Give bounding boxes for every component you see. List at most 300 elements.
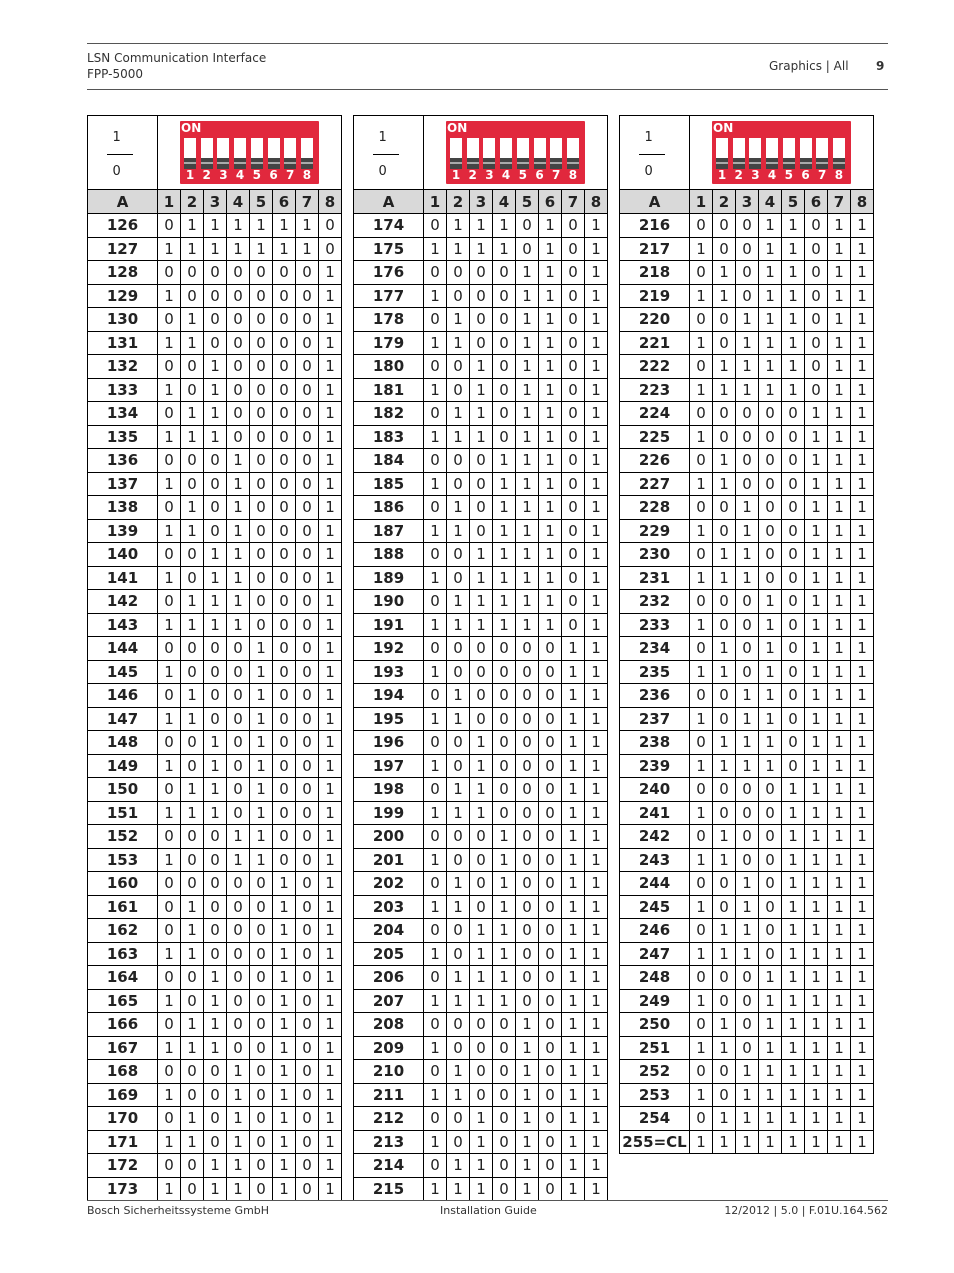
switch-value-cell: 0 [690,1107,713,1131]
address-cell: 215 [354,1177,424,1201]
switch-value-cell: 1 [562,848,585,872]
switch-value-cell: 1 [447,519,470,543]
switch-value-cell: 1 [250,237,273,261]
switch-value-cell: 0 [181,989,204,1013]
switch-value-cell: 1 [828,942,851,966]
switch-value-cell: 1 [713,754,736,778]
switch-value-cell: 1 [782,1013,805,1037]
switch-lever-2 [201,138,213,169]
dip-switch-icon [180,121,319,184]
switch-value-cell: 0 [447,754,470,778]
switch-value-cell: 1 [516,1060,539,1084]
switch-value-cell: 1 [851,1013,874,1037]
switch-value-cell: 1 [805,872,828,896]
footer-company: Bosch Sicherheitssysteme GmbH [87,1204,270,1217]
switch-value-cell: 0 [493,284,516,308]
switch-number-4: 4 [767,168,777,182]
footer-version: 12/2012 | 5.0 | F.01U.164.562 [724,1204,888,1217]
switch-value-cell: 0 [713,519,736,543]
switch-value-cell: 1 [516,449,539,473]
switch-value-cell: 0 [470,472,493,496]
table-row [88,1130,342,1154]
switch-value-cell: 1 [713,378,736,402]
switch-value-cell: 0 [562,449,585,473]
address-cell: 188 [354,543,424,567]
switch-value-cell: 1 [782,284,805,308]
address-cell: 160 [88,872,158,896]
switch-value-cell: 0 [424,261,447,285]
address-cell: 253 [620,1083,690,1107]
switch-value-cell: 1 [828,355,851,379]
table-row [620,284,874,308]
switch-value-cell: 1 [319,1083,342,1107]
switch-value-cell: 0 [713,496,736,520]
switch-value-cell: 1 [204,378,227,402]
switch-value-cell: 1 [851,637,874,661]
dip-switch-icon [712,121,851,184]
address-cell: 205 [354,942,424,966]
switch-value-cell: 0 [516,660,539,684]
switch-value-cell: 1 [736,543,759,567]
table-row [354,331,608,355]
switch-value-cell: 1 [828,684,851,708]
switch-value-cell: 1 [158,754,181,778]
switch-value-cell: 1 [585,848,608,872]
switch-value-cell: 1 [204,566,227,590]
switch-value-cell: 0 [562,355,585,379]
switch-value-cell: 0 [204,1060,227,1084]
switch-value-cell: 0 [493,402,516,426]
table-row [620,1130,874,1154]
address-cell: 237 [620,707,690,731]
doc-model: FPP-5000 [87,67,143,81]
switch-value-cell: 1 [805,778,828,802]
address-cell: 233 [620,613,690,637]
switch-value-cell: 1 [516,613,539,637]
address-cell: 227 [620,472,690,496]
switch-value-cell: 1 [782,1036,805,1060]
switch-value-cell: 0 [805,261,828,285]
switch-value-cell: 1 [828,1060,851,1084]
switch-value-cell: 1 [227,237,250,261]
address-cell: 135 [88,425,158,449]
switch-value-cell: 1 [319,754,342,778]
switch-value-cell: 0 [493,778,516,802]
switch-value-cell: 0 [690,778,713,802]
switch-value-cell: 1 [828,449,851,473]
switch-value-cell: 0 [805,237,828,261]
switch-value-cell: 1 [562,801,585,825]
switch-value-cell: 1 [250,660,273,684]
switch-value-cell: 1 [470,1130,493,1154]
switch-value-cell: 0 [447,637,470,661]
switch-value-cell: 0 [227,684,250,708]
address-cell: 191 [354,613,424,637]
switch-value-cell: 1 [158,284,181,308]
switch-value-cell: 0 [204,919,227,943]
switch-value-cell: 0 [562,402,585,426]
switch-value-cell: 0 [424,1060,447,1084]
switch-value-cell: 1 [424,566,447,590]
switch-value-cell: 0 [493,1060,516,1084]
switch-value-cell: 1 [319,613,342,637]
switch-value-cell: 1 [424,519,447,543]
switch-value-cell: 1 [851,895,874,919]
switch-value-cell: 1 [828,848,851,872]
switch-value-cell: 0 [736,966,759,990]
switch-value-cell: 1 [585,919,608,943]
switch-value-cell: 1 [447,214,470,238]
switch-value-cell: 1 [204,966,227,990]
switch-value-cell: 0 [296,308,319,332]
switch-value-cell: 0 [424,543,447,567]
switch-value-cell: 1 [782,378,805,402]
switch-value-cell: 1 [805,966,828,990]
table-row [354,1036,608,1060]
table-row [88,449,342,473]
switch-value-cell: 0 [690,919,713,943]
address-cell: 252 [620,1060,690,1084]
header-switch-8: 8 [585,190,608,214]
address-cell: 182 [354,402,424,426]
switch-value-cell: 0 [447,1036,470,1060]
switch-value-cell: 1 [493,237,516,261]
switch-value-cell: 0 [204,942,227,966]
address-cell: 148 [88,731,158,755]
switch-value-cell: 0 [181,284,204,308]
switch-value-cell: 1 [851,425,874,449]
table-row [354,1107,608,1131]
switch-value-cell: 1 [759,284,782,308]
switch-value-cell: 0 [273,590,296,614]
address-cell: 176 [354,261,424,285]
switch-value-cell: 1 [585,895,608,919]
switch-value-cell: 1 [713,449,736,473]
switch-value-cell: 1 [851,472,874,496]
switch-value-cell: 0 [690,637,713,661]
switch-value-cell: 0 [273,472,296,496]
switch-value-cell: 0 [470,261,493,285]
switch-value-cell: 0 [516,989,539,1013]
address-cell: 204 [354,919,424,943]
switch-value-cell: 0 [782,472,805,496]
switch-value-cell: 1 [851,660,874,684]
switch-value-cell: 1 [319,543,342,567]
switch-number-3: 3 [219,168,228,182]
header-switch-6: 6 [539,190,562,214]
switch-value-cell: 0 [562,214,585,238]
switch-value-cell: 1 [828,590,851,614]
switch-value-cell: 0 [736,214,759,238]
address-cell: 248 [620,966,690,990]
switch-value-cell: 1 [851,848,874,872]
switch-value-cell: 0 [782,637,805,661]
switch-value-cell: 1 [736,1083,759,1107]
switch-value-cell: 1 [828,754,851,778]
switch-value-cell: 0 [273,660,296,684]
switch-value-cell: 0 [470,284,493,308]
switch-value-cell: 1 [759,966,782,990]
switch-value-cell: 1 [759,707,782,731]
switch-number-2: 2 [734,168,743,182]
switch-value-cell: 1 [319,637,342,661]
switch-value-cell: 1 [227,613,250,637]
switch-value-cell: 0 [296,872,319,896]
header-switch-2: 2 [181,190,204,214]
switch-value-cell: 1 [828,284,851,308]
switch-value-cell: 0 [690,731,713,755]
table-row [88,919,342,943]
switch-value-cell: 1 [851,707,874,731]
switch-value-cell: 0 [539,825,562,849]
switch-lever-7 [816,138,828,169]
switch-value-cell: 0 [273,825,296,849]
address-cell: 143 [88,613,158,637]
switch-value-cell: 1 [447,1060,470,1084]
table-row [354,261,608,285]
switch-value-cell: 1 [828,895,851,919]
table-row [354,1177,608,1201]
switch-value-cell: 1 [782,1060,805,1084]
switch-value-cell: 1 [851,1060,874,1084]
switch-value-cell: 0 [759,825,782,849]
switch-value-cell: 0 [250,942,273,966]
switch-value-cell: 0 [296,825,319,849]
switch-value-cell: 0 [424,496,447,520]
switch-value-cell: 0 [424,355,447,379]
table-row [88,519,342,543]
switch-value-cell: 1 [828,801,851,825]
header-switch-8: 8 [851,190,874,214]
switch-value-cell: 1 [851,731,874,755]
switch-value-cell: 1 [447,872,470,896]
switch-value-cell: 0 [805,214,828,238]
address-cell: 174 [354,214,424,238]
address-cell: 169 [88,1083,158,1107]
switch-value-cell: 1 [585,1154,608,1178]
switch-value-cell: 0 [250,872,273,896]
switch-value-cell: 0 [516,801,539,825]
switch-value-cell: 1 [516,1083,539,1107]
switch-value-cell: 0 [250,919,273,943]
switch-value-cell: 1 [585,378,608,402]
dip-switch-graphic-cell [424,116,608,190]
address-cell: 211 [354,1083,424,1107]
switch-value-cell: 0 [447,919,470,943]
switch-value-cell: 0 [273,261,296,285]
switch-value-cell: 0 [273,684,296,708]
switch-value-cell: 1 [158,1036,181,1060]
switch-value-cell: 1 [690,895,713,919]
switch-value-cell: 0 [562,519,585,543]
table-row [620,566,874,590]
switch-value-cell: 0 [227,402,250,426]
address-cell: 235 [620,660,690,684]
switch-value-cell: 0 [227,425,250,449]
switch-value-cell: 1 [828,919,851,943]
switch-value-cell: 0 [204,261,227,285]
switch-value-cell: 0 [713,214,736,238]
switch-value-cell: 1 [828,778,851,802]
header-switch-1: 1 [424,190,447,214]
switch-value-cell: 1 [181,778,204,802]
switch-value-cell: 0 [690,590,713,614]
address-cell: 164 [88,966,158,990]
switch-value-cell: 1 [851,496,874,520]
switch-value-cell: 0 [250,496,273,520]
switch-value-cell: 1 [562,872,585,896]
switch-value-cell: 0 [470,872,493,896]
switch-value-cell: 1 [828,402,851,426]
switch-value-cell: 0 [250,1130,273,1154]
switch-value-cell: 1 [782,872,805,896]
switch-value-cell: 0 [447,942,470,966]
footer-doc-type: Installation Guide [440,1204,537,1217]
switch-value-cell: 1 [319,919,342,943]
switch-value-cell: 0 [158,590,181,614]
switch-value-cell: 0 [539,637,562,661]
switch-value-cell: 0 [424,919,447,943]
switch-value-cell: 1 [759,308,782,332]
switch-value-cell: 0 [516,825,539,849]
switch-value-cell: 1 [158,425,181,449]
header-switch-5: 5 [782,190,805,214]
switch-number-6: 6 [535,168,544,182]
switch-lever-1 [450,138,462,169]
legend-one: 1 [378,129,387,145]
switch-value-cell: 1 [493,942,516,966]
switch-value-cell: 0 [296,1130,319,1154]
table-row [88,284,342,308]
table-row [620,848,874,872]
table-row [88,1154,342,1178]
switch-value-cell: 0 [782,684,805,708]
switch-value-cell: 0 [470,496,493,520]
switch-value-cell: 0 [782,731,805,755]
switch-value-cell: 1 [273,1177,296,1201]
switch-value-cell: 1 [585,308,608,332]
table-row [354,825,608,849]
switch-value-cell: 0 [250,1036,273,1060]
switch-value-cell: 0 [204,449,227,473]
switch-value-cell: 1 [828,989,851,1013]
switch-value-cell: 0 [493,801,516,825]
legend-zero: 0 [644,163,653,179]
switch-value-cell: 1 [319,942,342,966]
switch-value-cell: 0 [273,778,296,802]
switch-value-cell: 1 [516,331,539,355]
switch-value-cell: 0 [296,1107,319,1131]
switch-lever-1 [716,138,728,169]
switch-value-cell: 0 [424,214,447,238]
switch-value-cell: 0 [562,284,585,308]
switch-value-cell: 0 [296,754,319,778]
switch-value-cell: 0 [273,543,296,567]
switch-value-cell: 0 [227,966,250,990]
switch-value-cell: 1 [539,214,562,238]
switch-value-cell: 0 [296,1036,319,1060]
switch-value-cell: 0 [539,1013,562,1037]
switch-value-cell: 1 [493,989,516,1013]
switch-value-cell: 1 [181,402,204,426]
switch-value-cell: 0 [227,731,250,755]
switch-value-cell: 1 [424,1177,447,1201]
switch-value-cell: 1 [516,425,539,449]
table-row [88,1177,342,1201]
switch-value-cell: 0 [539,684,562,708]
legend-one: 1 [644,129,653,145]
address-cell: 167 [88,1036,158,1060]
switch-value-cell: 1 [736,942,759,966]
doc-title: LSN Communication Interface [87,51,267,65]
switch-value-cell: 0 [250,261,273,285]
switch-value-cell: 1 [713,848,736,872]
switch-value-cell: 0 [470,684,493,708]
switch-value-cell: 1 [158,848,181,872]
switch-value-cell: 0 [158,684,181,708]
switch-value-cell: 0 [562,261,585,285]
switch-value-cell: 1 [805,590,828,614]
address-cell: 177 [354,284,424,308]
switch-value-cell: 1 [828,472,851,496]
switch-value-cell: 0 [181,637,204,661]
switch-value-cell: 0 [424,872,447,896]
switch-value-cell: 1 [539,425,562,449]
switch-value-cell: 1 [493,543,516,567]
switch-value-cell: 1 [470,801,493,825]
switch-value-cell: 0 [181,1083,204,1107]
switch-value-cell: 0 [516,895,539,919]
switch-value-cell: 1 [424,895,447,919]
switch-value-cell: 0 [158,308,181,332]
switch-value-cell: 1 [851,872,874,896]
switch-value-cell: 1 [759,754,782,778]
switch-value-cell: 0 [713,989,736,1013]
table-row [354,1083,608,1107]
switch-value-cell: 1 [204,731,227,755]
switch-value-cell: 0 [690,402,713,426]
switch-value-cell: 1 [585,496,608,520]
switch-lever-3 [217,138,229,169]
switch-value-cell: 1 [470,754,493,778]
switch-value-cell: 0 [759,449,782,473]
switch-value-cell: 1 [447,989,470,1013]
switch-value-cell: 1 [585,613,608,637]
table-row [620,519,874,543]
address-cell: 131 [88,331,158,355]
table-row [620,543,874,567]
switch-value-cell: 1 [851,825,874,849]
state-legend [635,123,675,183]
switch-value-cell: 0 [424,1154,447,1178]
switch-value-cell: 0 [296,355,319,379]
switch-value-cell: 1 [805,496,828,520]
switch-value-cell: 0 [250,613,273,637]
switch-number-1: 1 [717,168,727,182]
switch-value-cell: 1 [470,919,493,943]
switch-value-cell: 1 [759,613,782,637]
switch-value-cell: 1 [562,1036,585,1060]
switch-value-cell: 1 [204,1036,227,1060]
switch-value-cell: 1 [539,519,562,543]
switch-value-cell: 1 [273,1060,296,1084]
switch-value-cell: 0 [516,684,539,708]
switch-value-cell: 1 [493,214,516,238]
switch-value-cell: 1 [562,1083,585,1107]
switch-value-cell: 1 [470,1107,493,1131]
address-cell: 129 [88,284,158,308]
switch-value-cell: 1 [828,707,851,731]
